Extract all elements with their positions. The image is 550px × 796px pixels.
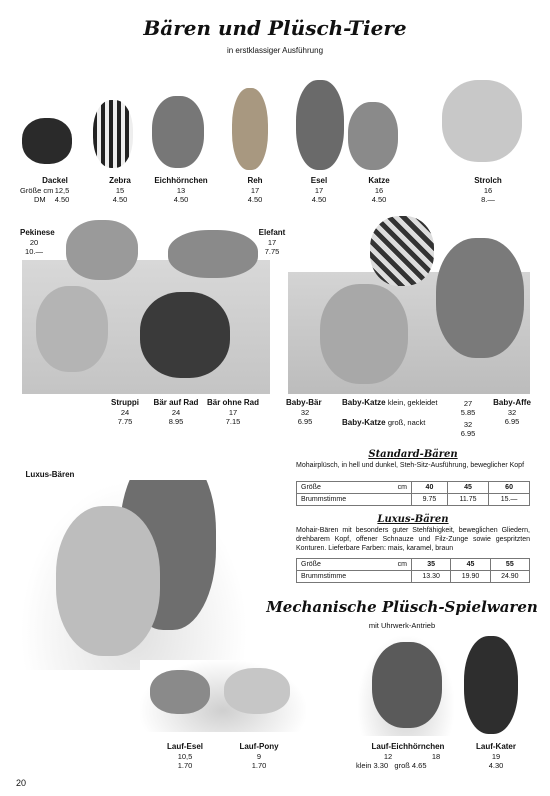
- right-group-photo: [288, 212, 530, 394]
- luxus-size-3: 55: [490, 559, 529, 571]
- luxus-size-1: 35: [412, 559, 451, 571]
- baby-baer-label: Baby-Bär: [286, 398, 322, 407]
- baby-katze-image: [370, 216, 434, 286]
- standard-voice-row: [297, 494, 530, 506]
- page-title: Bären und Plüsch-Tiere: [143, 16, 407, 40]
- luxus-baeren-photo-label: Luxus-Bären: [25, 470, 75, 479]
- eichhoernchen-price: 4.50: [173, 195, 189, 204]
- zebra-image: [93, 100, 133, 168]
- elefant-price: 7.75: [264, 247, 280, 256]
- baby-katze-klein-price: 5.85: [460, 408, 476, 417]
- standard-description: Mohairplüsch, in hell und dunkel, Steh-Sitz-Ausführung, beweglicher Kopf: [296, 462, 525, 469]
- dackel-label: Dackel: [42, 176, 68, 185]
- lauf-eichhoernchen-klein-label: klein: [356, 761, 372, 770]
- katze-image: [348, 102, 398, 170]
- eichhoernchen-size: 13: [176, 186, 186, 195]
- lauf-eichhoernchen-photo: [358, 636, 454, 736]
- standard-table: [296, 481, 530, 506]
- baby-katze-gross-variant: groß, nackt: [387, 418, 426, 427]
- baby-katze-klein-line: [342, 398, 437, 408]
- baby-katze-klein-size: 27: [463, 399, 473, 408]
- strolch-image: [442, 80, 522, 162]
- standard-size-2: 45: [447, 482, 488, 494]
- baby-baer-image: [320, 284, 408, 384]
- pekinese-image: [66, 220, 138, 280]
- lauf-kater-image: [464, 636, 518, 734]
- standard-size-label: Größe: [297, 482, 384, 494]
- katze-price: 4.50: [371, 195, 387, 204]
- esel-label: Esel: [310, 176, 328, 185]
- lauf-kater-price: 4.30: [488, 761, 504, 770]
- mech-subtitle: mit Uhrwerk-Antrieb: [368, 621, 436, 630]
- baby-affe-size: 32: [507, 408, 517, 417]
- standard-price-1: 9.75: [412, 494, 448, 506]
- baby-katze-gross-size: 32: [463, 420, 473, 429]
- dackel-price: 4.50: [54, 195, 70, 204]
- baby-baer-size: 32: [300, 408, 310, 417]
- standard-heading: Standard-Bären: [368, 449, 458, 460]
- baer-auf-rad-image: [140, 292, 230, 378]
- luxus-baeren-photo: [20, 480, 248, 670]
- zebra-price: 4.50: [112, 195, 128, 204]
- zebra-label: Zebra: [109, 176, 131, 185]
- light-bear-image: [56, 506, 160, 656]
- baer-ohne-rad-price: 7.15: [225, 417, 241, 426]
- struppi-size: 24: [120, 408, 130, 417]
- struppi-label: Struppi: [111, 398, 139, 407]
- baby-affe-image: [436, 238, 524, 358]
- price-label: DM: [34, 195, 46, 204]
- lauf-eichhoernchen-image: [372, 642, 442, 728]
- lauf-pony-label: Lauf-Pony: [239, 742, 279, 751]
- elefant-label: Elefant: [258, 228, 286, 237]
- lauf-eichhoernchen-size-klein: 12: [383, 752, 393, 761]
- standard-price-2: 11.75: [447, 494, 488, 506]
- lauf-kater-photo: [458, 636, 524, 742]
- struppi-price: 7.75: [117, 417, 133, 426]
- lauf-kater-label: Lauf-Kater: [475, 742, 516, 751]
- esel-size: 17: [314, 186, 324, 195]
- lauf-eichhoernchen-prices: [356, 761, 427, 770]
- lauf-kater-size: 19: [491, 752, 501, 761]
- lauf-esel-size: 10,5: [177, 752, 193, 761]
- luxus-size-row: [297, 559, 530, 571]
- eichhoernchen-label: Eichhörnchen: [154, 176, 208, 185]
- baby-katze-klein-variant: klein, gekleidet: [387, 398, 438, 407]
- page-number: 20: [16, 778, 27, 788]
- lauf-eichhoernchen-size-gross: 18: [431, 752, 441, 761]
- standard-price-3: 15.—: [489, 494, 530, 506]
- baer-auf-rad-size: 24: [171, 408, 181, 417]
- baer-ohne-rad-size: 17: [228, 408, 238, 417]
- reh-size: 17: [250, 186, 260, 195]
- baby-baer-price: 6.95: [297, 417, 313, 426]
- baer-ohne-rad-label: Bär ohne Rad: [206, 398, 259, 407]
- luxus-heading: Luxus-Bären: [377, 514, 449, 525]
- size-label: Größe cm: [20, 186, 54, 195]
- dackel-size: 12,5: [54, 186, 70, 195]
- lauf-esel-label: Lauf-Esel: [166, 742, 203, 751]
- strolch-size: 16: [483, 186, 493, 195]
- baby-katze-gross-line: [342, 418, 425, 428]
- luxus-size-2: 45: [451, 559, 490, 571]
- baby-katze-klein-label: Baby-Katze: [342, 398, 386, 407]
- standard-size-1: 40: [412, 482, 448, 494]
- luxus-price-3: 24.90: [490, 571, 529, 583]
- standard-unit: cm: [383, 482, 412, 494]
- lauf-pony-size: 9: [256, 752, 262, 761]
- baby-affe-label: Baby-Affe: [493, 398, 531, 407]
- baer-auf-rad-price: 8.95: [168, 417, 184, 426]
- standard-size-3: 60: [489, 482, 530, 494]
- baby-affe-price: 6.95: [504, 417, 520, 426]
- luxus-voice-row: [297, 571, 530, 583]
- luxus-table: [296, 558, 530, 583]
- baer-auf-rad-label: Bär auf Rad: [153, 398, 199, 407]
- strolch-price: 8.—: [481, 195, 495, 204]
- katze-size: 16: [374, 186, 384, 195]
- elefant-size: 17: [267, 238, 277, 247]
- lauf-eichhoernchen-gross-label: groß: [394, 761, 410, 770]
- luxus-size-label: Größe: [297, 559, 384, 571]
- page-subtitle: in erstklassiger Ausführung: [226, 46, 324, 55]
- katze-label: Katze: [368, 176, 390, 185]
- esel-image: [296, 80, 344, 170]
- left-group-photo: [22, 212, 270, 394]
- lauf-pony-image: [224, 668, 290, 714]
- zebra-size: 15: [115, 186, 125, 195]
- mech-title: Mechanische Plüsch-Spielwaren: [266, 598, 538, 616]
- pekinese-price: 10.—: [25, 247, 43, 256]
- lauf-pony-price: 1.70: [251, 761, 267, 770]
- lauf-eichhoernchen-price-klein: 3.30: [373, 761, 389, 770]
- standard-voice-label: Brummstimme: [297, 494, 412, 506]
- luxus-unit: cm: [383, 559, 412, 571]
- strolch-label: Strolch: [474, 176, 502, 185]
- luxus-price-2: 19.90: [451, 571, 490, 583]
- baby-katze-gross-label: Baby-Katze: [342, 418, 386, 427]
- reh-image: [232, 88, 268, 170]
- luxus-description: Mohair-Bären mit besonders guter Stehfähigkeit, beweglichen Gliedern, drehbarem Kopf, offener Schnauze und Filz-Zunge sowie gespritzten Konturen. Lieferbare Farben: mais, karamel, braun: [296, 527, 530, 552]
- baby-katze-gross-price: 6.95: [460, 429, 476, 438]
- reh-price: 4.50: [247, 195, 263, 204]
- dackel-image: [22, 118, 72, 164]
- standard-size-row: [297, 482, 530, 494]
- pekinese-size: 20: [29, 238, 39, 247]
- lauf-esel-image: [150, 670, 210, 714]
- eichhoernchen-image: [152, 96, 204, 168]
- esel-price: 4.50: [311, 195, 327, 204]
- elefant-image: [168, 230, 258, 278]
- lauf-esel-price: 1.70: [177, 761, 193, 770]
- lauf-eichhoernchen-label: Lauf-Eichhörnchen: [371, 742, 445, 751]
- lauf-eichhoernchen-price-gross: 4.65: [411, 761, 427, 770]
- pekinese-label: Pekinese: [20, 228, 55, 237]
- luxus-price-1: 13.30: [412, 571, 451, 583]
- lauf-tiere-photo: [140, 660, 306, 732]
- luxus-voice-label: Brummstimme: [297, 571, 412, 583]
- reh-label: Reh: [247, 176, 263, 185]
- struppi-image: [36, 286, 108, 372]
